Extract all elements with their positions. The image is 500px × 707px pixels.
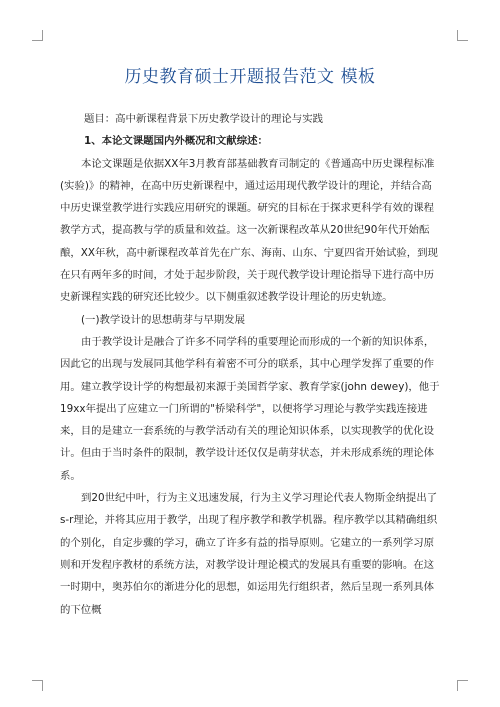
section-heading: 1、本论文课题国内外概况和文献综述： <box>84 135 268 148</box>
topic-line: 题目：高中新课程背景下历史教学设计的理论与实践 <box>84 113 323 125</box>
document-title: 历史教育硕士开题报告范文 模板 <box>124 67 376 87</box>
paragraph-overview: 本论文课题是依据XX年3月教育部基础教育司制定的《普通高中历史课程标准(实验)》的精神，在高中历史新课程中，通过运用现代教学设计的理论，并结合高中历史课堂教学进行实践应用研究的课题。研究的目标在于探求更科学有效的课程教学方式，提高教与学的质量和效益。这一次新课程改革从20世纪90年代开始酝酿，XX年秋，高中新课程改革首先在广东、海南、山东、宁夏四省开始试验，到现在只有两年多的时间，才处于起步阶段，关于现代教学设计理论指导下进行高中历史新课程实践的研究还比较少。以下侧重叙述教学设计理论的历史轨迹。 <box>60 157 438 304</box>
crop-mark-top-left <box>32 30 43 41</box>
paragraph-origin: 由于教学设计是融合了许多不同学科的重要理论而形成的一个新的知识体系，因此它的出现与发展同其他学科有着密不可分的联系，其中心理学发挥了重要的作用。建立教学设计学的构想最初来源于美国哲学家、教育学家(john dewey)，他于19xx年提出了应建立一门所谓的"桥梁科学"，以便将学习理论与教学实践连接进来，目的是建立一套系统的与教学活动有关的理论知识体系，以实现教学的优化设计。但由于当时条件的限制，教学设计还仅仅是萌芽状态，并未形成系统的理论体系。 <box>60 335 440 482</box>
crop-mark-top-right <box>457 30 468 41</box>
subsection-heading: (一)教学设计的思想萌芽与早期发展 <box>81 313 245 326</box>
crop-mark-bottom-left <box>32 680 43 691</box>
paragraph-behaviorism: 到20世纪中叶，行为主义迅速发展，行为主义学习理论代表人物斯金纳提出了s-r理论，并将其应用于教学，出现了程序教学和教学机器。程序教学以其精确组织的个别化，自定步骤的学习，确立了许多有益的指导原则。它建立的一系列学习原则和开发程序教材的系统方法，对教学设计理论模式的发展具有重要的影响。在这一时期中，奥苏伯尔的渐进分化的思想，如运用先行组织者，然后呈现一系列具体的下位概 <box>60 492 438 616</box>
crop-mark-bottom-right <box>457 680 468 691</box>
document-body <box>60 108 442 621</box>
